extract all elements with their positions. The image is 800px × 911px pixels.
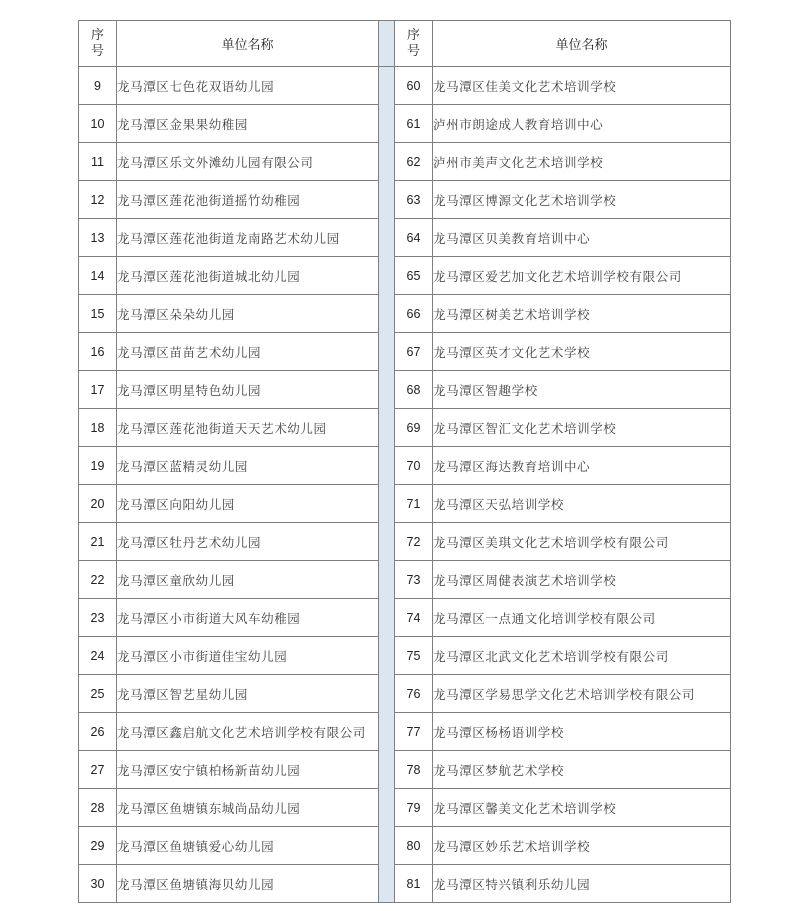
right-name-cell: 龙马潭区北武文化艺术培训学校有限公司: [433, 637, 731, 675]
right-seq-cell: 73: [395, 561, 433, 599]
left-name-cell: 龙马潭区莲花池街道摇竹幼稚园: [117, 181, 379, 219]
left-seq-cell: 21: [79, 523, 117, 561]
table-row: [79, 67, 731, 105]
table-row: [79, 523, 731, 561]
left-name-cell: 龙马潭区牡丹艺术幼儿园: [117, 523, 379, 561]
left-name-cell: 龙马潭区金果果幼稚园: [117, 105, 379, 143]
table-row: [79, 675, 731, 713]
right-seq-cell: 66: [395, 295, 433, 333]
left-seq-cell: 25: [79, 675, 117, 713]
left-seq-cell: 19: [79, 447, 117, 485]
right-seq-cell: 60: [395, 67, 433, 105]
left-name-cell: 龙马潭区小市街道佳宝幼儿园: [117, 637, 379, 675]
left-name-cell: 龙马潭区安宁镇柏杨新苗幼儿园: [117, 751, 379, 789]
left-name-cell: 龙马潭区明星特色幼儿园: [117, 371, 379, 409]
seq-header-line1: 序: [406, 27, 420, 43]
table-row: [79, 105, 731, 143]
right-seq-cell: 79: [395, 789, 433, 827]
left-seq-cell: 13: [79, 219, 117, 257]
right-seq-cell: 78: [395, 751, 433, 789]
left-seq-cell: 30: [79, 865, 117, 903]
left-name-cell: 龙马潭区蓝精灵幼儿园: [117, 447, 379, 485]
table-row: [79, 713, 731, 751]
left-seq-cell: 14: [79, 257, 117, 295]
left-name-cell: 龙马潭区莲花池街道城北幼儿园: [117, 257, 379, 295]
left-seq-cell: 22: [79, 561, 117, 599]
right-name-cell: 泸州市朗途成人教育培训中心: [433, 105, 731, 143]
table-row: [79, 599, 731, 637]
table-row: [79, 865, 731, 903]
right-seq-cell: 72: [395, 523, 433, 561]
right-name-cell: 龙马潭区一点通文化培训学校有限公司: [433, 599, 731, 637]
right-name-cell: 龙马潭区学易思学文化艺术培训学校有限公司: [433, 675, 731, 713]
left-seq-cell: 15: [79, 295, 117, 333]
left-name-cell: 龙马潭区莲花池街道龙南路艺术幼儿园: [117, 219, 379, 257]
right-name-cell: 龙马潭区爱艺加文化艺术培训学校有限公司: [433, 257, 731, 295]
right-seq-cell: 68: [395, 371, 433, 409]
table-row: [79, 789, 731, 827]
right-name-cell: 龙马潭区妙乐艺术培训学校: [433, 827, 731, 865]
right-seq-cell: 75: [395, 637, 433, 675]
left-name-cell: 龙马潭区鑫启航文化艺术培训学校有限公司: [117, 713, 379, 751]
right-name-cell: 龙马潭区贝美教育培训中心: [433, 219, 731, 257]
left-seq-cell: 28: [79, 789, 117, 827]
table-row: [79, 257, 731, 295]
left-seq-cell: 24: [79, 637, 117, 675]
right-seq-cell: 63: [395, 181, 433, 219]
right-name-cell: 龙马潭区海达教育培训中心: [433, 447, 731, 485]
column-divider: [379, 21, 395, 67]
left-seq-cell: 10: [79, 105, 117, 143]
right-seq-cell: 74: [395, 599, 433, 637]
right-seq-cell: 65: [395, 257, 433, 295]
right-seq-cell: 70: [395, 447, 433, 485]
right-seq-cell: 62: [395, 143, 433, 181]
left-seq-cell: 26: [79, 713, 117, 751]
right-name-cell: 龙马潭区博源文化艺术培训学校: [433, 181, 731, 219]
table-row: [79, 333, 731, 371]
right-name-cell: 龙马潭区美琪文化艺术培训学校有限公司: [433, 523, 731, 561]
right-seq-cell: 61: [395, 105, 433, 143]
left-seq-cell: 9: [79, 67, 117, 105]
table-row: [79, 143, 731, 181]
right-name-cell: 龙马潭区天弘培训学校: [433, 485, 731, 523]
column-divider: [379, 67, 395, 903]
left-name-cell: 龙马潭区向阳幼儿园: [117, 485, 379, 523]
table-row: [79, 751, 731, 789]
table-row: [79, 447, 731, 485]
organization-list-table: [78, 20, 731, 903]
table-row: [79, 219, 731, 257]
table-header-row: [79, 21, 731, 67]
right-name-cell: 泸州市美声文化艺术培训学校: [433, 143, 731, 181]
left-seq-cell: 18: [79, 409, 117, 447]
left-name-cell: 龙马潭区鱼塘镇海贝幼儿园: [117, 865, 379, 903]
table-row: [79, 637, 731, 675]
left-seq-cell: 11: [79, 143, 117, 181]
right-seq-cell: 80: [395, 827, 433, 865]
right-name-cell: 龙马潭区周健表演艺术培训学校: [433, 561, 731, 599]
left-name-header: 单位名称: [117, 21, 379, 67]
left-name-cell: 龙马潭区七色花双语幼儿园: [117, 67, 379, 105]
left-name-cell: 龙马潭区乐文外滩幼儿园有限公司: [117, 143, 379, 181]
left-name-cell: 龙马潭区苗苗艺术幼儿园: [117, 333, 379, 371]
left-name-cell: 龙马潭区朵朵幼儿园: [117, 295, 379, 333]
table-row: [79, 409, 731, 447]
right-seq-cell: 69: [395, 409, 433, 447]
left-name-cell: 龙马潭区童欣幼儿园: [117, 561, 379, 599]
right-name-cell: 龙马潭区智趣学校: [433, 371, 731, 409]
left-seq-cell: 12: [79, 181, 117, 219]
right-name-cell: 龙马潭区馨美文化艺术培训学校: [433, 789, 731, 827]
table-row: [79, 181, 731, 219]
right-seq-cell: 77: [395, 713, 433, 751]
table-row: [79, 827, 731, 865]
right-name-cell: 龙马潭区英才文化艺术学校: [433, 333, 731, 371]
right-seq-cell: 76: [395, 675, 433, 713]
right-name-header: 单位名称: [433, 21, 731, 67]
table-row: [79, 371, 731, 409]
right-seq-cell: 64: [395, 219, 433, 257]
left-seq-cell: 27: [79, 751, 117, 789]
right-name-cell: 龙马潭区梦航艺术学校: [433, 751, 731, 789]
left-name-cell: 龙马潭区鱼塘镇爱心幼儿园: [117, 827, 379, 865]
left-seq-header: [79, 21, 117, 67]
table-body: [79, 67, 731, 903]
table-row: [79, 561, 731, 599]
left-name-cell: 龙马潭区智艺星幼儿园: [117, 675, 379, 713]
left-seq-cell: 17: [79, 371, 117, 409]
right-name-cell: 龙马潭区树美艺术培训学校: [433, 295, 731, 333]
right-name-cell: 龙马潭区特兴镇利乐幼儿园: [433, 865, 731, 903]
left-seq-cell: 23: [79, 599, 117, 637]
left-name-cell: 龙马潭区莲花池街道天天艺术幼儿园: [117, 409, 379, 447]
right-name-cell: 龙马潭区杨杨语训学校: [433, 713, 731, 751]
right-name-cell: 龙马潭区佳美文化艺术培训学校: [433, 67, 731, 105]
right-seq-cell: 81: [395, 865, 433, 903]
left-seq-cell: 20: [79, 485, 117, 523]
right-name-cell: 龙马潭区智汇文化艺术培训学校: [433, 409, 731, 447]
left-seq-cell: 29: [79, 827, 117, 865]
seq-header-line2: 号: [90, 43, 104, 59]
right-seq-cell: 71: [395, 485, 433, 523]
left-seq-cell: 16: [79, 333, 117, 371]
table-row: [79, 485, 731, 523]
left-name-cell: 龙马潭区鱼塘镇东城尚品幼儿园: [117, 789, 379, 827]
seq-header-line1: 序: [90, 27, 104, 43]
right-seq-cell: 67: [395, 333, 433, 371]
seq-header-line2: 号: [406, 43, 420, 59]
left-name-cell: 龙马潭区小市街道大风车幼稚园: [117, 599, 379, 637]
table-row: [79, 295, 731, 333]
right-seq-header: [395, 21, 433, 67]
